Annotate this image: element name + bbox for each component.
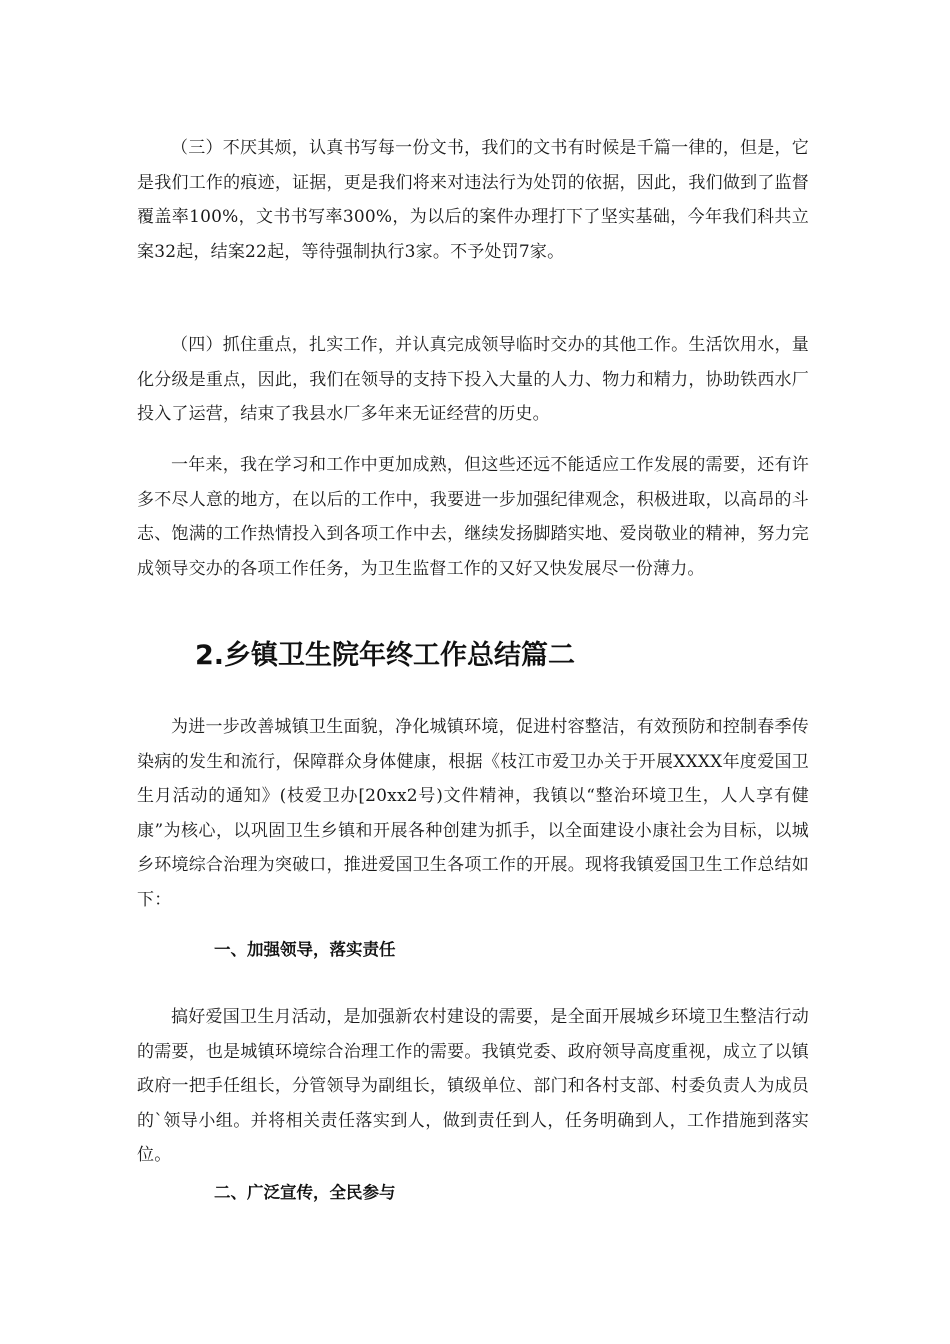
subheading-publicity: 二、广泛宣传，全民参与 xyxy=(214,1183,396,1202)
paragraph-leadership: 搞好爱国卫生月活动，是加强新农村建设的需要，是全面开展城乡环境卫生整洁行动的需要，也是城镇环境综合治理工作的需要。我镇党委、政府领导高度重视，成立了以镇政府一把手任组长，分管领导为副组长，镇级单位、部门和各村支部、村委负责人为成员的`领导小组。并将相关责任落实到人，做到责任到人，任务明确到人，工作措施到落实位。 xyxy=(137,1007,809,1165)
paragraph-intro: 为进一步改善城镇卫生面貌，净化城镇环境，促进村容整洁，有效预防和控制春季传染病的发生和流行，保障群众身体健康，根据《枝江市爱卫办关于开展XXXX年度爱国卫生月活动的通知》(枝爱卫办[20xx2号)文件精神，我镇以“整治环境卫生，人人享有健康”为核心，以巩固卫生乡镇和开展各种创建为抓手，以全面建设小康社会为目标，以城乡环境综合治理为突破口，推进爱国卫生各项工作的开展。现将我镇爱国卫生工作总结如下： xyxy=(137,717,809,910)
paragraph-supervision-records: （三）不厌其烦，认真书写每一份文书，我们的文书有时候是千篇一律的，但是，它是我们工作的痕迹，证据，更是我们将来对违法行为处罚的依据，因此，我们做到了监督覆盖率100%，文书书写率300%，为以后的案件办理打下了坚实基础，今年我们科共立案32起，结案22起，等待强制执行3家。不予处罚7家。 xyxy=(137,138,809,262)
subheading-leadership: 一、加强领导，落实责任 xyxy=(214,940,396,959)
paragraph-year-summary: 一年来，我在学习和工作中更加成熟，但这些还远不能适应工作发展的需要，还有许多不尽人意的地方，在以后的工作中，我要进一步加强纪律观念，积极进取，以高昂的斗志、饱满的工作热情投入到各项工作中去，继续发扬脚踏实地、爱岗敬业的精神，努力完成领导交办的各项工作任务，为卫生监督工作的又好又快发展尽一份薄力。 xyxy=(137,455,809,579)
paragraph-key-work: （四）抓住重点，扎实工作，并认真完成领导临时交办的其他工作。生活饮用水，量化分级是重点，因此，我们在领导的支持下投入大量的人力、物力和精力，协助铁西水厂投入了运营，结束了我县水厂多年来无证经营的历史。 xyxy=(137,335,809,424)
section-title: 2.乡镇卫生院年终工作总结篇二 xyxy=(195,640,576,671)
